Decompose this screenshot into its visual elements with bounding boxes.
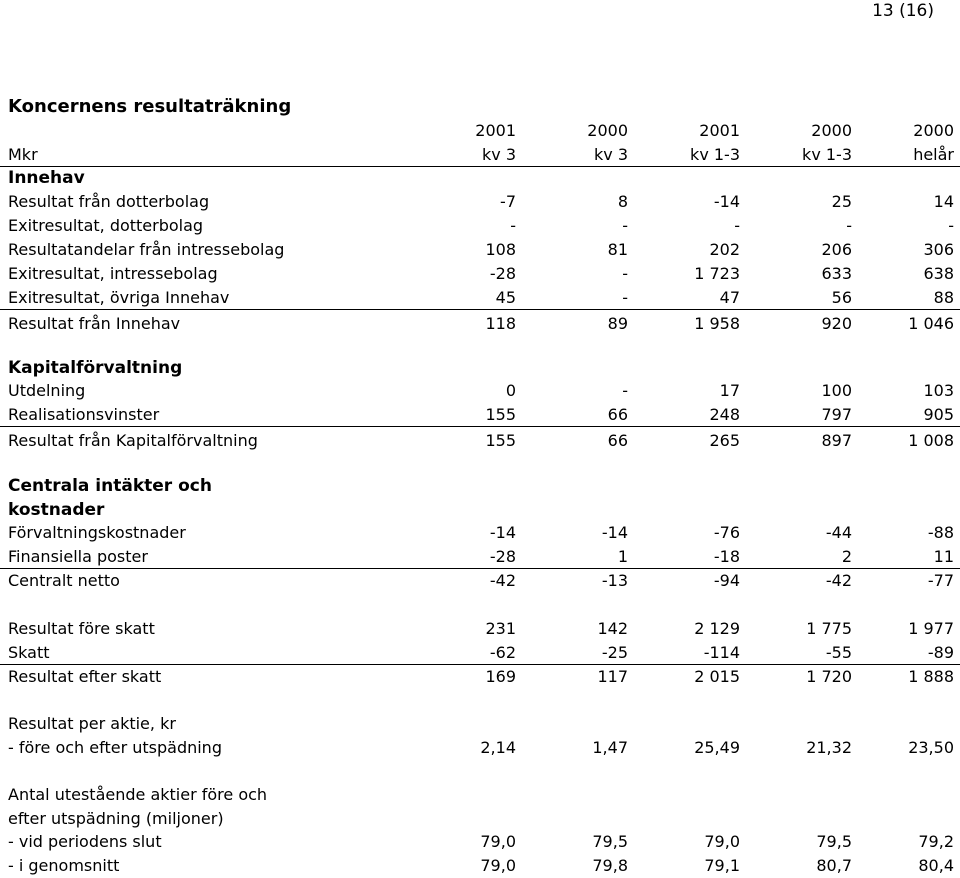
row-label: Resultat per aktie, kr <box>8 714 176 733</box>
value-cell: 21,32 <box>806 738 852 757</box>
value-cell: 633 <box>821 264 852 283</box>
value-cell: - <box>622 381 628 400</box>
value-cell: 25 <box>831 192 852 211</box>
value-cell: - <box>948 216 954 235</box>
row-label: Resultat från Kapitalförvaltning <box>8 431 258 450</box>
value-cell: - <box>510 216 516 235</box>
header-year: 2000 <box>587 121 628 140</box>
value-cell: 202 <box>709 240 740 259</box>
value-cell: 79,5 <box>816 832 852 851</box>
value-cell: -7 <box>500 192 516 211</box>
table-row <box>0 831 960 853</box>
header-year: 2000 <box>811 121 852 140</box>
table-row <box>0 191 960 213</box>
value-cell: 0 <box>505 381 516 400</box>
value-cell: - <box>622 216 628 235</box>
table-row <box>0 784 960 806</box>
value-cell: - <box>622 288 628 307</box>
header-year: 2000 <box>913 121 954 140</box>
value-cell: 47 <box>719 288 740 307</box>
row-label: Resultat efter skatt <box>8 667 162 686</box>
table-row <box>0 430 960 452</box>
value-cell: 66 <box>607 431 628 450</box>
value-cell: 11 <box>933 547 954 566</box>
header-unit-label: Mkr <box>8 145 38 164</box>
value-cell: -55 <box>825 643 852 662</box>
value-cell: 56 <box>831 288 852 307</box>
table-row <box>0 215 960 237</box>
value-cell: - <box>846 216 852 235</box>
value-cell: -18 <box>713 547 740 566</box>
value-cell: 117 <box>597 667 628 686</box>
value-cell: 118 <box>485 314 516 333</box>
row-label: Utdelning <box>8 381 86 400</box>
value-cell: 14 <box>933 192 954 211</box>
header-period: helår <box>913 145 954 164</box>
value-cell: 142 <box>597 619 628 638</box>
value-cell: -88 <box>927 523 954 542</box>
value-cell: 79,0 <box>480 832 516 851</box>
value-cell: 79,5 <box>592 832 628 851</box>
value-cell: -89 <box>927 643 954 662</box>
value-cell: - <box>622 264 628 283</box>
value-cell: 8 <box>617 192 628 211</box>
value-cell: -76 <box>713 523 740 542</box>
value-cell: 1 720 <box>806 667 852 686</box>
value-cell: 2 <box>841 547 852 566</box>
value-cell: 1 046 <box>908 314 954 333</box>
value-cell: 155 <box>485 405 516 424</box>
value-cell: 25,49 <box>694 738 740 757</box>
value-cell: 1 723 <box>694 264 740 283</box>
value-cell: -94 <box>713 571 740 590</box>
row-label: Resultat före skatt <box>8 619 155 638</box>
row-label: - före och efter utspädning <box>8 738 222 757</box>
table-row <box>0 855 960 877</box>
value-cell: -77 <box>927 571 954 590</box>
table-row <box>0 546 960 569</box>
table-row <box>0 239 960 261</box>
value-cell: 1 888 <box>908 667 954 686</box>
report-title: Koncernens resultaträkning <box>8 96 292 117</box>
value-cell: 169 <box>485 667 516 686</box>
value-cell: 1 775 <box>806 619 852 638</box>
row-label: Realisationsvinster <box>8 405 160 424</box>
row-label: efter utspädning (miljoner) <box>8 809 224 828</box>
table-row <box>0 263 960 285</box>
table-row <box>0 642 960 665</box>
value-cell: 80,7 <box>816 856 852 875</box>
row-label: Exitresultat, dotterbolag <box>8 216 204 235</box>
value-cell: 897 <box>821 431 852 450</box>
value-cell: 17 <box>719 381 740 400</box>
header-period: kv 1-3 <box>690 145 740 164</box>
row-label: Resultat från dotterbolag <box>8 192 210 211</box>
value-cell: 103 <box>923 381 954 400</box>
value-cell: 1 <box>617 547 628 566</box>
row-label: Antal utestående aktier före och <box>8 785 268 804</box>
table-row <box>0 167 960 189</box>
value-cell: -44 <box>825 523 852 542</box>
table-row <box>0 475 960 497</box>
value-cell: 81 <box>607 240 628 259</box>
table-row <box>0 357 960 379</box>
table-row <box>0 666 960 688</box>
header-period-row <box>0 144 960 167</box>
value-cell: -42 <box>825 571 852 590</box>
table-row <box>0 713 960 735</box>
value-cell: -28 <box>489 547 516 566</box>
header-year-row <box>0 120 960 142</box>
row-label: - i genomsnitt <box>8 856 120 875</box>
value-cell: 155 <box>485 431 516 450</box>
value-cell: 231 <box>485 619 516 638</box>
value-cell: 1 958 <box>694 314 740 333</box>
row-label: Exitresultat, intressebolag <box>8 264 218 283</box>
value-cell: 797 <box>821 405 852 424</box>
header-year: 2001 <box>475 121 516 140</box>
header-period: kv 1-3 <box>802 145 852 164</box>
value-cell: 80,4 <box>918 856 954 875</box>
value-cell: -14 <box>713 192 740 211</box>
header-period: kv 3 <box>594 145 628 164</box>
value-cell: -25 <box>601 643 628 662</box>
table-row <box>0 499 960 521</box>
row-label: Finansiella poster <box>8 547 148 566</box>
value-cell: -14 <box>601 523 628 542</box>
table-row <box>0 313 960 335</box>
value-cell: - <box>734 216 740 235</box>
header-year: 2001 <box>699 121 740 140</box>
section-heading: Kapitalförvaltning <box>8 358 183 378</box>
table-row <box>0 570 960 592</box>
table-row <box>0 380 960 402</box>
table-row <box>0 737 960 759</box>
value-cell: 88 <box>933 288 954 307</box>
section-heading: Centrala intäkter och <box>8 476 212 496</box>
value-cell: 265 <box>709 431 740 450</box>
value-cell: 1 008 <box>908 431 954 450</box>
row-label: Förvaltningskostnader <box>8 523 186 542</box>
table-row <box>0 808 960 830</box>
value-cell: 89 <box>607 314 628 333</box>
value-cell: 79,2 <box>918 832 954 851</box>
value-cell: -14 <box>489 523 516 542</box>
value-cell: 66 <box>607 405 628 424</box>
value-cell: -13 <box>601 571 628 590</box>
row-label: Exitresultat, övriga Innehav <box>8 288 230 307</box>
value-cell: -114 <box>703 643 740 662</box>
value-cell: -28 <box>489 264 516 283</box>
row-label: Centralt netto <box>8 571 120 590</box>
table-row <box>0 404 960 427</box>
value-cell: 306 <box>923 240 954 259</box>
value-cell: 920 <box>821 314 852 333</box>
value-cell: 905 <box>923 405 954 424</box>
value-cell: -42 <box>489 571 516 590</box>
page-number: 13 (16) <box>872 1 934 21</box>
table-row <box>0 287 960 310</box>
value-cell: 79,0 <box>704 832 740 851</box>
row-label: Skatt <box>8 643 50 662</box>
value-cell: 79,8 <box>592 856 628 875</box>
value-cell: 2 129 <box>694 619 740 638</box>
value-cell: 206 <box>821 240 852 259</box>
value-cell: 79,0 <box>480 856 516 875</box>
value-cell: 79,1 <box>704 856 740 875</box>
value-cell: 100 <box>821 381 852 400</box>
value-cell: 23,50 <box>908 738 954 757</box>
row-label: Resultat från Innehav <box>8 314 181 333</box>
value-cell: 1,47 <box>592 738 628 757</box>
value-cell: 45 <box>495 288 516 307</box>
row-label: - vid periodens slut <box>8 832 162 851</box>
value-cell: 248 <box>709 405 740 424</box>
row-label: Resultatandelar från intressebolag <box>8 240 285 259</box>
value-cell: 2 015 <box>694 667 740 686</box>
section-heading: Innehav <box>8 168 85 188</box>
section-heading: kostnader <box>8 500 105 520</box>
value-cell: 638 <box>923 264 954 283</box>
table-row <box>0 522 960 544</box>
header-period: kv 3 <box>482 145 516 164</box>
value-cell: 2,14 <box>480 738 516 757</box>
value-cell: 108 <box>485 240 516 259</box>
value-cell: 1 977 <box>908 619 954 638</box>
table-row <box>0 618 960 640</box>
value-cell: -62 <box>489 643 516 662</box>
